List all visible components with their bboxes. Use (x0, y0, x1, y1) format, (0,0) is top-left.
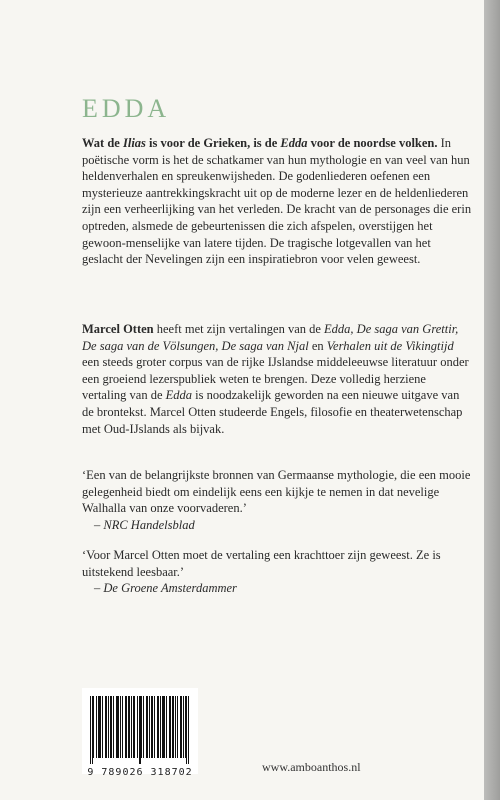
barcode-bar (173, 696, 174, 758)
barcode-bar (175, 696, 176, 758)
translator-text-2: en (308, 338, 327, 353)
barcode-bar (116, 696, 117, 758)
barcode-bar (188, 696, 189, 764)
barcode-bar (106, 696, 107, 758)
quote-text: ‘Een van de belangrijkste bronnen van Germaanse mythologie, die een mooie gelegenheid biedt om eindelijk eens een kijkje te nemen in dat nevelige Walhalla van onze voorvaderen.’ (82, 468, 471, 516)
translator-text-3: een steeds groter corpus van de rijke IJslandse middeleeuwse literatuur onder een groeiend lezerspubliek weten te brengen. Deze volledig herziene vertaling van de (82, 355, 469, 403)
barcode-bar (137, 696, 138, 758)
barcode-bar (113, 696, 114, 758)
barcode-bar (108, 696, 109, 758)
barcode-bar (134, 696, 135, 758)
barcode-bar (126, 696, 127, 758)
translated-works: Edda, De saga van Grettir, De saga van de Völsungen, De saga van Njal (82, 322, 459, 353)
translator-name: Marcel Otten (82, 322, 154, 336)
book-title: EDDA (82, 94, 171, 123)
quote-source: – NRC Handelsblad (94, 517, 195, 532)
isbn-number: 9 789026 318702 (87, 767, 193, 778)
translator-text-4: is noodzakelijk geworden na een nieuwe uitgave van de brontekst. Marcel Otten studeerde Engels, filosofie en theaterwetenschap met Oud-IJslands als bijvak. (82, 388, 463, 436)
barcode-bar (141, 696, 142, 758)
barcode-bar (160, 696, 161, 758)
barcode-bar (120, 696, 121, 758)
barcode-bar (93, 696, 94, 758)
barcode-bar (157, 696, 158, 758)
barcode-bar (151, 696, 152, 758)
barcode-bar (96, 696, 97, 758)
barcode-bar (162, 696, 163, 758)
barcode-bar (170, 696, 171, 758)
barcode-bar (140, 696, 141, 764)
barcode-bar (129, 696, 130, 758)
barcode-bars (90, 696, 190, 764)
description-body: In poëtische vorm is het de schatkamer van hun mythologie en van veel van hun heldenverhalen en spreukenwijsheden. De godenliederen oefenen een mysterieuze aantrekkingskracht uit op de moderne lezer en de heldenliederen zijn een verheerlijking van het verleden. De kracht van de personages die erin optreden, alsmede de gebeurtenissen die zich afspelen, overstijgen het gewoon-menselijke van latere tijden. De tragische lotgevallen van het geslacht der Nevelingen zijn een inspiratiebron voor velen geweest. (82, 136, 472, 267)
barcode-bar (180, 696, 181, 758)
barcode-bar (146, 696, 147, 758)
quote-text: ‘Voor Marcel Otten moet de vertaling een krachttoer zijn geweest. Ze is uitstekend leesbaar.’ (82, 548, 441, 579)
barcode-bar (125, 696, 126, 758)
barcode-bar (92, 696, 93, 764)
edda-title: Edda (280, 136, 308, 150)
barcode-bar (105, 696, 106, 758)
barcode (82, 688, 198, 778)
barcode-bar (183, 696, 184, 758)
page-edge (484, 0, 500, 800)
barcode-bar (128, 696, 129, 758)
barcode-bar (186, 696, 187, 764)
barcode-bar (102, 696, 103, 758)
intro-text: Wat de (82, 136, 123, 150)
barcode-bar (133, 696, 134, 758)
translator-text-1: heeft met zijn vertalingen van de (153, 322, 325, 336)
barcode-bar (110, 696, 111, 758)
barcode-bar (152, 696, 153, 758)
barcode-bar (158, 696, 159, 758)
barcode-bar (122, 696, 123, 758)
review-quote-2 (82, 547, 472, 597)
barcode-bar (131, 696, 132, 758)
barcode-bar (100, 696, 101, 758)
barcode-bar (169, 696, 170, 758)
barcode-bar (185, 696, 186, 758)
barcode-bar (172, 696, 173, 758)
translator-paragraph (82, 321, 472, 437)
barcode-bar (90, 696, 91, 764)
barcode-bar (177, 696, 178, 758)
barcode-bar (147, 696, 148, 758)
barcode-bar (139, 696, 140, 764)
translated-work-viking: Verhalen uit de Vikingtijd (326, 338, 454, 353)
barcode-bar (181, 696, 182, 758)
barcode-bar (154, 696, 155, 758)
barcode-bar (111, 696, 112, 758)
review-quote-1 (82, 467, 472, 533)
barcode-bar (118, 696, 119, 758)
ilias-title: Ilias (122, 136, 146, 150)
barcode-bar (117, 696, 118, 758)
description-paragraph (82, 135, 472, 268)
publisher-website: www.amboanthos.nl (262, 760, 361, 774)
barcode-bar (163, 696, 164, 758)
barcode-bar (143, 696, 144, 758)
barcode-bar (99, 696, 100, 758)
barcode-bar (149, 696, 150, 758)
intro-end: voor de noordse volken. (307, 136, 438, 150)
barcode-bar (98, 696, 99, 758)
quote-source: – De Groene Amsterdammer (94, 581, 237, 596)
barcode-bar (166, 696, 167, 758)
intro-mid: is voor de Grieken, is de (145, 136, 281, 150)
edda-title-2: Edda (165, 388, 193, 403)
barcode-bar (164, 696, 165, 758)
